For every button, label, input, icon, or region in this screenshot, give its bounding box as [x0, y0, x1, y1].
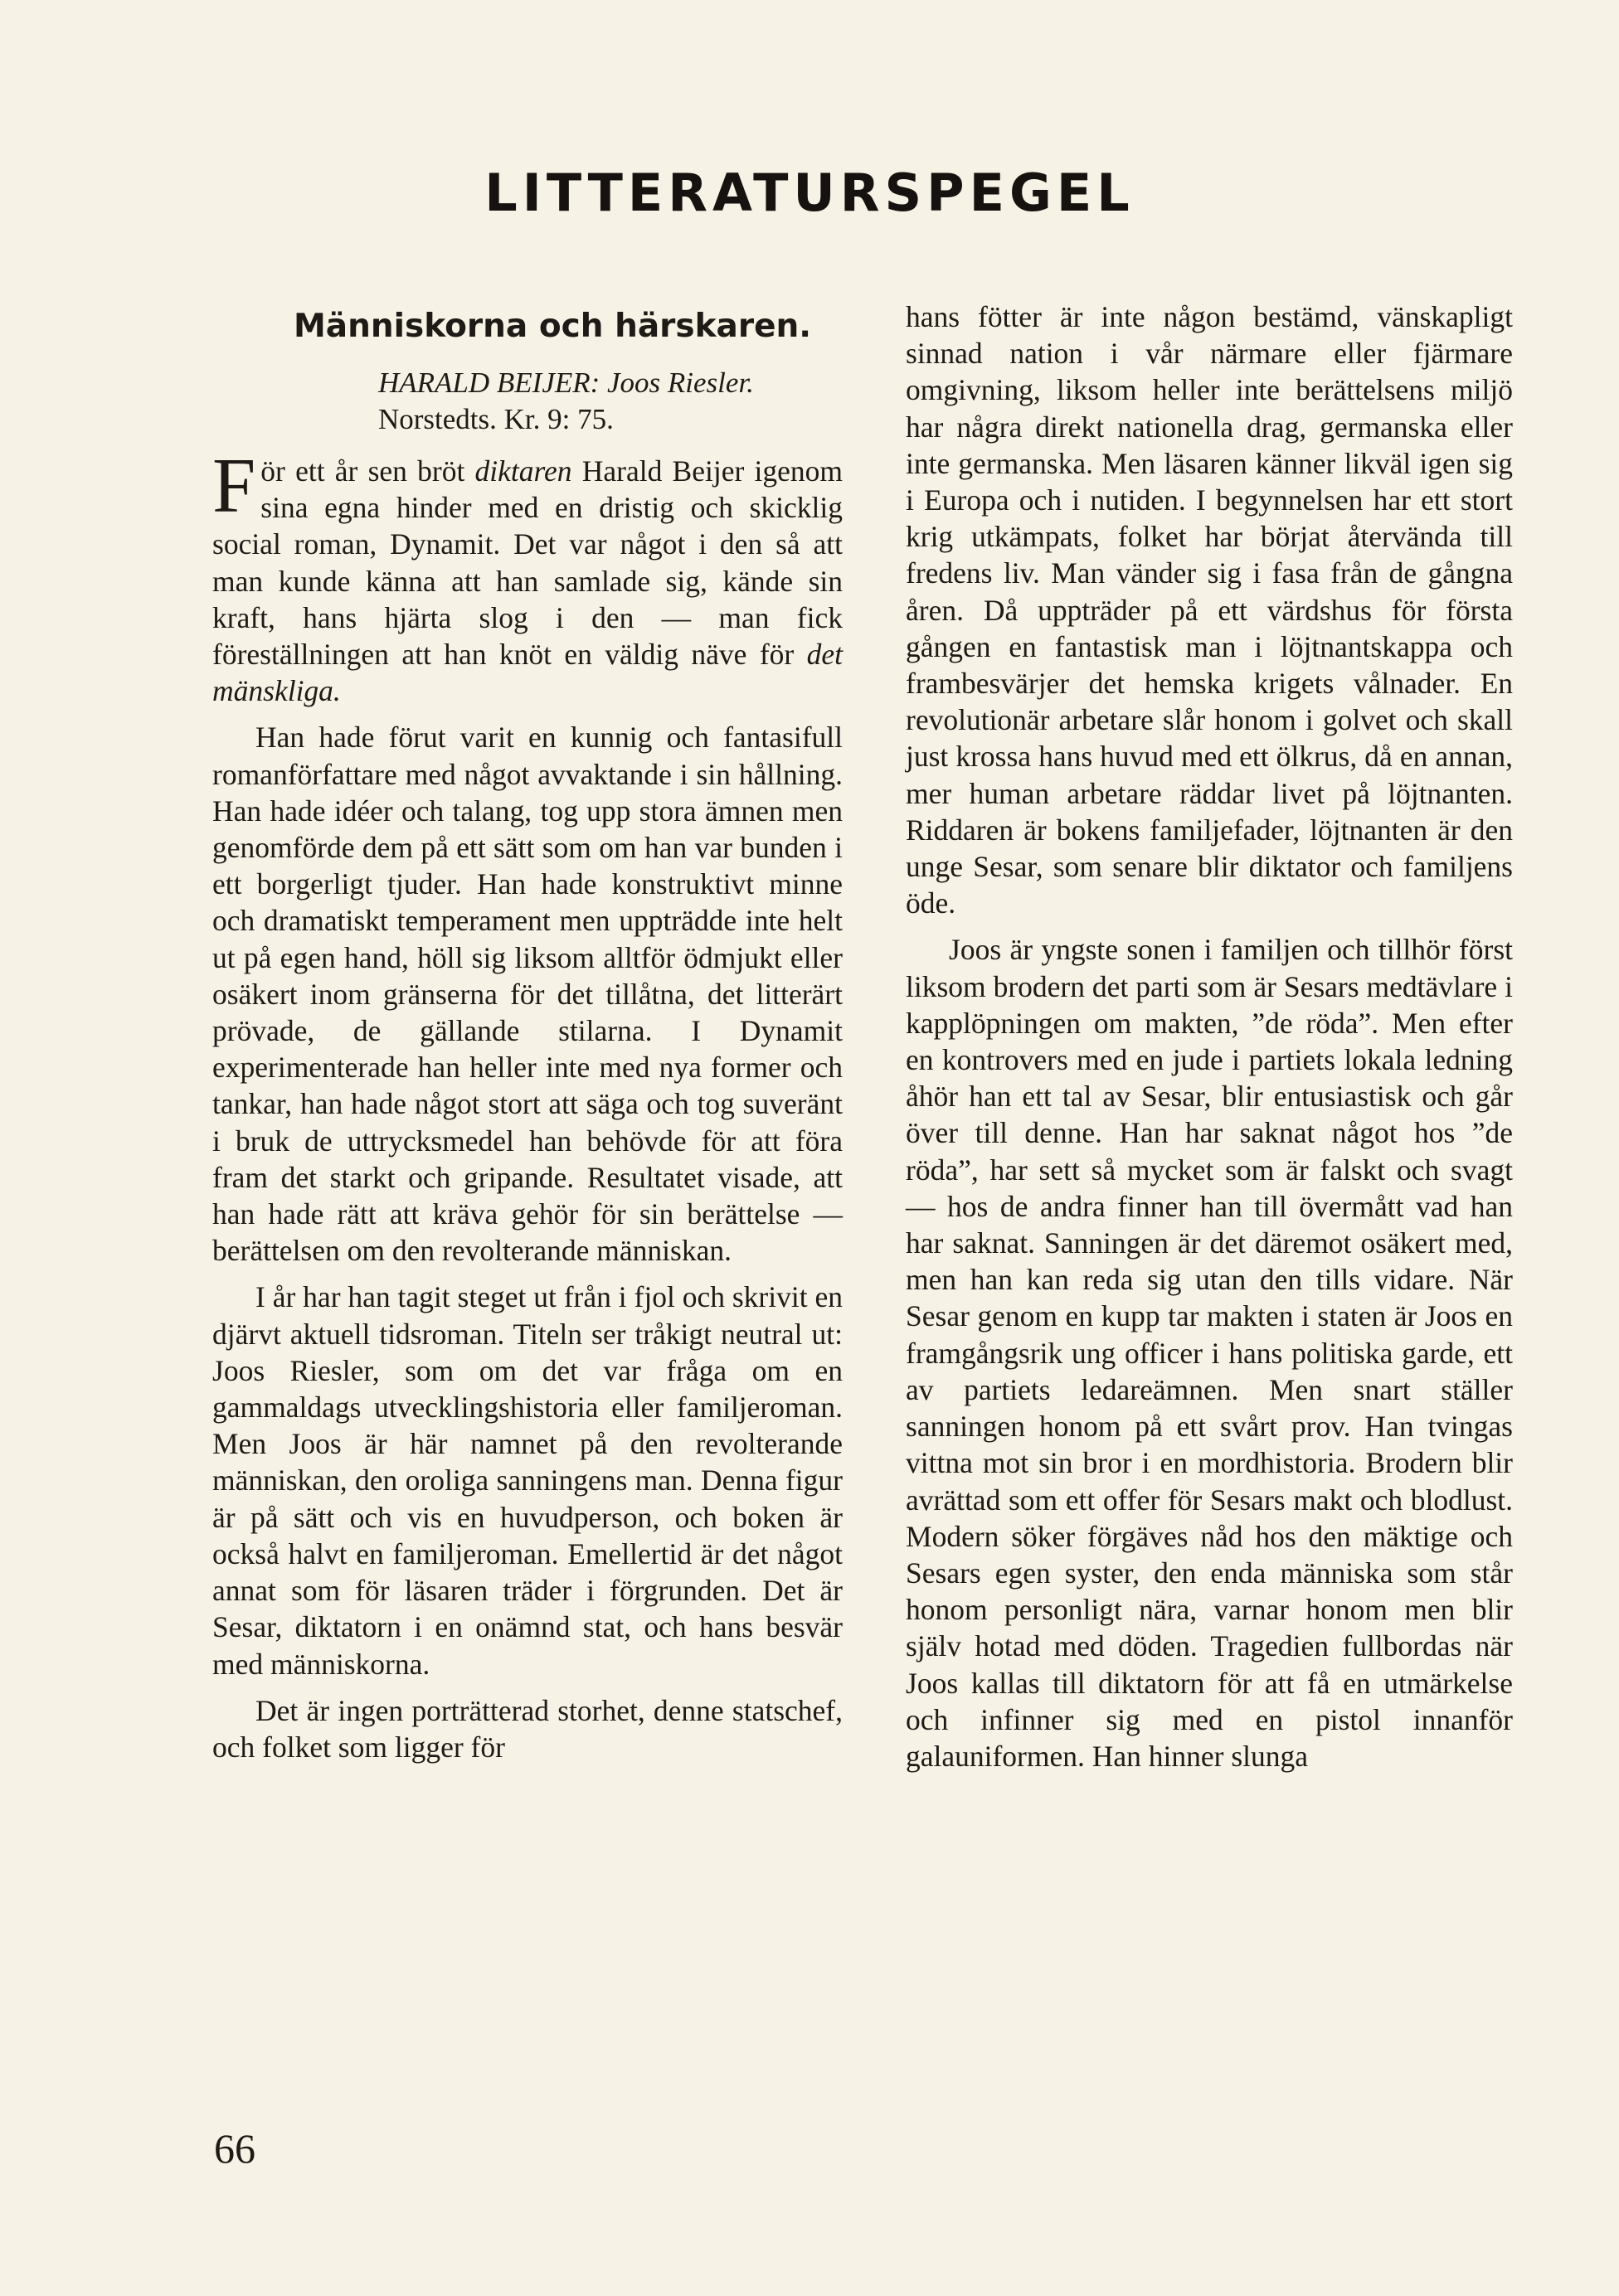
paragraph-2: Han hade förut varit en kunnig och fantasifull romanförfattare med något avvaktande i sin hållning. Han hade idéer och talang, tog upp stora ämnen men genomförde dem på ett sätt som om han var bunden i ett borgerligt tjuder. Han hade konstruktivt minne och dramatiskt temperament men uppträdde inte helt ut på egen hand, höll sig liksom alltför ödmjukt eller osäkert inom gränserna för det tillåtna, det litterärt prövade, de gällande stilarna. I Dynamit experimenterade han heller inte med nya former och tankar, han hade något stort att säga och tog suveränt i bruk de uttrycksmedel han behövde för att föra fram det starkt och gripande. Resultatet visade, att han hade rätt att kräva gehör för sin berättelse — berättelsen om den revolterande människan. [212, 721, 843, 1268]
page-header: LITTERATURSPEGEL [484, 163, 1135, 223]
review-publisher-price: Norstedts. Kr. 9: 75. [378, 403, 614, 435]
page-number: 66 [214, 2125, 255, 2172]
review-author-title: HARALD BEIJER: Joos Riesler. [378, 366, 754, 399]
paragraph-4: Det är ingen porträtterad storhet, denne statschef, och folket som ligger för [212, 1693, 843, 1764]
paragraph-1-text-c: Harald Beijer igenom sina egna hinder med en dristig och skicklig social roman, Dynamit. Det var något i den så att man kunde känna att han samlade sig, kände sin kraft, hans hjärta slog i den — man fick föreställningen att han knöt en väldig näve för [212, 454, 844, 672]
paragraph-6: Joos är yngste sonen i familjen och tillhör först liksom brodern det parti som är Sesars medtävlare i kapplöpningen om makten, ”de röda”. Men efter en kontrovers med en jude i partiets lokala ledning åhör han ett tal av Sesar, blir entusiastisk och går över till denne. Han har saknat något hos ”de röda”, har sett så mycket som är falskt och svagt — hos de andra finner han till övermått vad han har saknat. Sanningen är det däremot osäkert med, men han kan reda sig utan den tills vidare. När Sesar genom en kupp tar makten i staten är Joos en framgångsrik ung officer i hans politiska garde, ett av partiets ledareämnen. Men snart ställer sanningen honom på ett svårt prov. Han tvingas vittna mot sin bror i en mordhistoria. Brodern blir avrättad som ett offer för Sesars makt och blodlust. Modern söker förgäves nåd hos den mäktige och Sesars egen syster, den enda människa som står honom personligt nära, varnar honom men blir själv hotad med döden. Tragedien fullbordas när Joos kallas till diktatorn för att få en utmärkelse och infinner sig med en pistol innanför galauniformen. Han hinner slunga [906, 933, 1513, 1773]
paragraph-1 [212, 443, 844, 709]
right-column [906, 299, 1513, 1784]
paragraph-1-text-a: ör ett år sen bröt [260, 454, 475, 488]
review-meta [378, 365, 843, 438]
paragraph-1-emphasis-a: diktaren [474, 454, 572, 488]
left-column [212, 307, 843, 1775]
drop-cap: F [212, 443, 256, 529]
article-title: Människorna och härskaren. [294, 308, 812, 345]
paragraph-5: hans fötter är inte någon bestämd, vänskapligt sinnad nation i vår närmare eller fjärmare omgivning, liksom heller inte berättelsens miljö har några direkt nationella drag, germanska eller inte germanska. Men läsaren känner likväl igen sig i Europa och i nutiden. I begynnelsen har ett stort krig utkämpats, folket har börjat återvända till fredens liv. Man vänder sig i fasa från de gångna åren. Då uppträder på ett värdshus för första gången en fantastisk man i löjtnantskappa och frambesvärjer det hemska krigets vålnader. En revolutionär arbetare slår honom i golvet och skall just krossa hans huvud med ett ölkrus, då en annan, mer human arbetare räddar livet på löjtnanten. Riddaren är bokens familjefader, löjtnanten är den unge Sesar, som senare blir diktator och familjens öde. [906, 300, 1513, 920]
paragraph-3: I år har han tagit steget ut från i fjol och skrivit en djärvt aktuell tidsroman. Titeln ser tråkigt neutral ut: Joos Riesler, som om det var fråga om en gammaldags utvecklingshistoria eller familjeroman. Men Joos är här namnet på den revolterande människan, den oroliga sanningens man. Denna figur är på sätt och vis en huvudperson, och boken är också halvt en familjeroman. Emellertid är det något annat som för läsaren träder i förgrunden. Det är Sesar, diktatorn i en onämnd stat, och hans besvär med människorna. [212, 1280, 843, 1681]
paragraph-1-emphasis-d: det mänskliga. [212, 638, 843, 708]
